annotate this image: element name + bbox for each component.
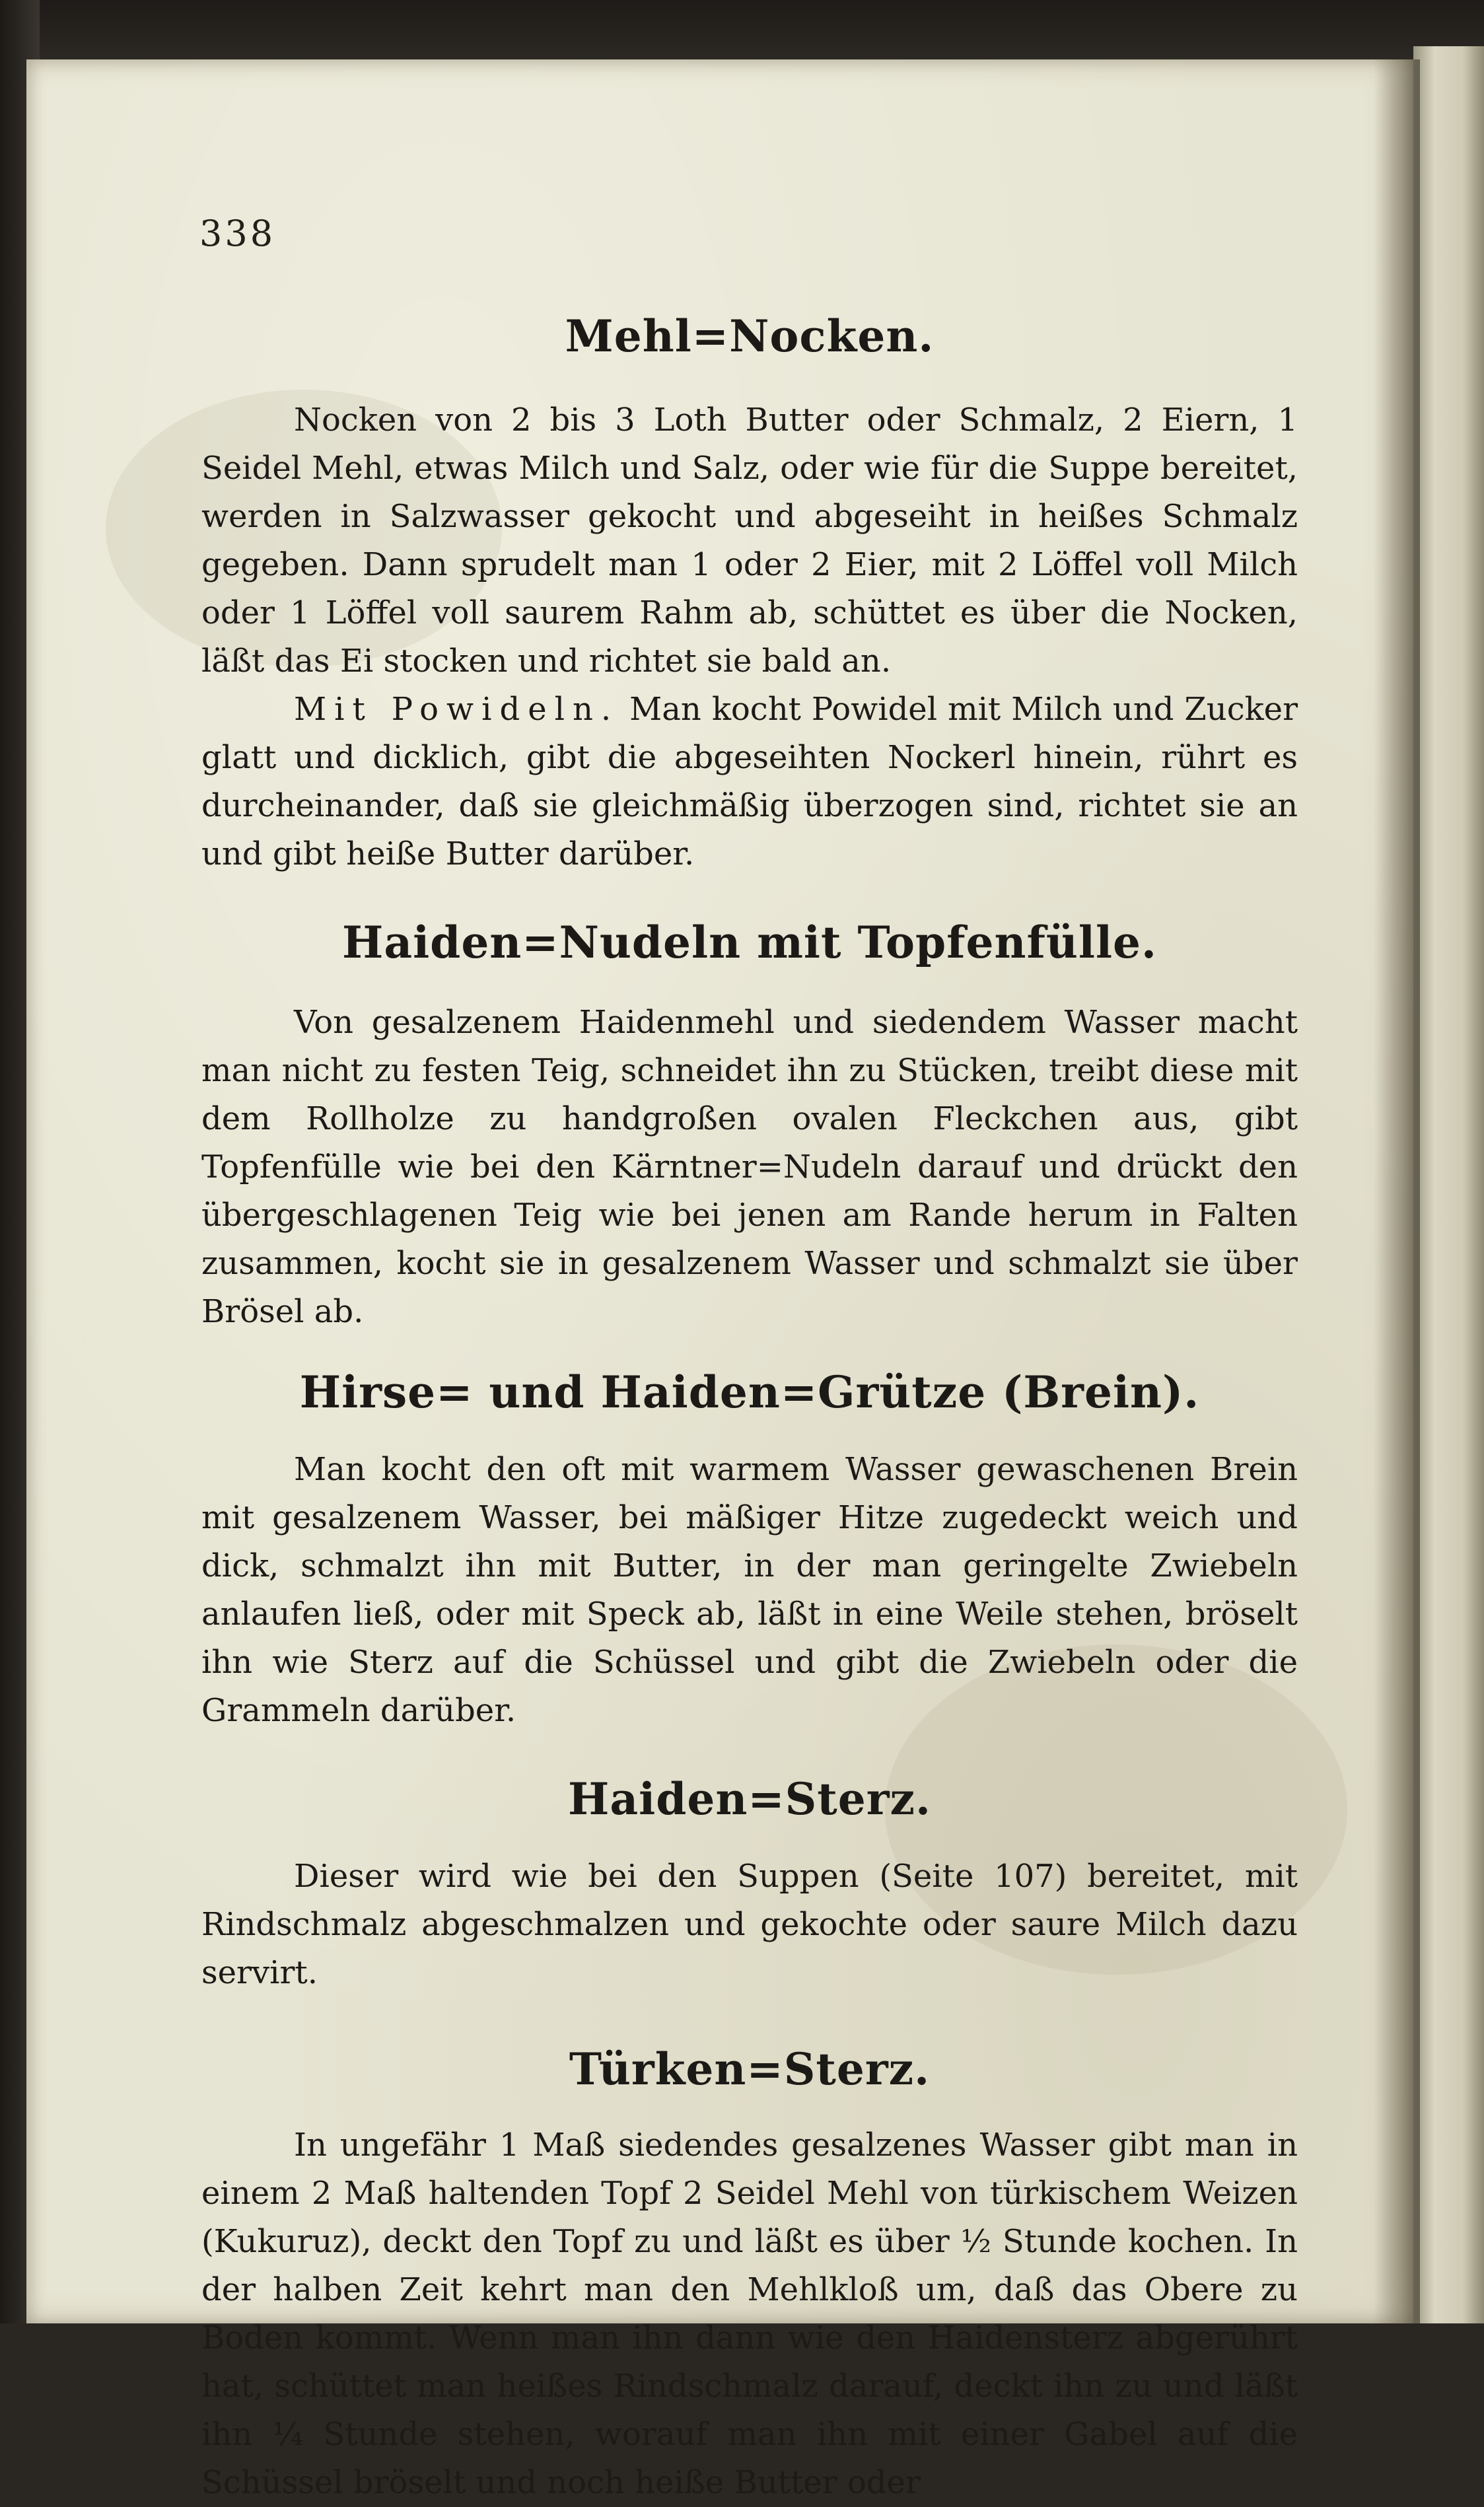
section-title: Haiden=Nudeln mit Topfenfülle.	[341, 917, 1158, 968]
section-paragraph: Dieser wird wie bei den Suppen (Seite 107) bereitet, mit Rindschmalz abgeschmalzen und gekochte oder saure Milch dazu servirt.	[201, 1858, 1298, 1991]
section-paragraph: Man kocht den oft mit warmem Wasser gewaschenen Brein mit gesalzenem Wasser, bei mäßiger Hitze zugedeckt weich und dick, schmalzt ihn mit Butter, in der man geringelte Zwiebeln anlaufen ließ, oder mit Speck ab, läßt in eine Weile stehen, bröselt ihn wie Sterz auf die Schüssel und gibt die Zwiebeln oder die Grammeln darüber.	[201, 1451, 1298, 1729]
recipe-section-hirse-gruetze	[201, 1366, 1298, 1735]
book-binding-shadow	[1374, 59, 1420, 2323]
section-paragraph: Von gesalzenem Haidenmehl und siedendem Wasser macht man nicht zu festen Teig, schneidet ihn zu Stücken, treibt diese mit dem Rollholze zu handgroßen ovalen Fleckchen aus, gibt Topfenfülle wie bei den Kärntner=Nudeln darauf und drückt den übergeschlagenen Teig wie bei jenen am Rande herum in Falten zusammen, kocht sie in gesalzenem Wasser und schmalzt sie über Brösel ab.	[201, 1004, 1298, 1330]
recipe-section-haiden-nudeln	[201, 917, 1298, 1336]
page-number: 338	[199, 213, 276, 254]
sub-recipe-label: Mit Powideln.	[294, 691, 619, 728]
section-paragraph: In ungefähr 1 Maß siedendes gesalzenes Wasser gibt man in einem 2 Maß haltenden Topf 2 Seidel Mehl von türkischem Weizen (Kukuruz), deckt den Topf zu und läßt es über ½ Stunde kochen. In der halben Zeit kehrt man den Mehlkloß um, daß das Obere zu Boden kommt. Wenn man ihn dann wie den Haidensterz abgerührt hat, schüttet man heißes Rindschmalz darauf, deckt ihn zu und läßt ihn ¼ Stunde stehen, worauf man ihn mit einer Gabel auf die Schüssel bröselt und noch heiße Butter oder	[201, 2127, 1298, 2501]
section-title: Mehl=Nocken.	[565, 310, 935, 362]
sub-recipe-text: Man kocht Powidel mit Milch und Zucker glatt und dicklich, gibt die abgeseihten Nockerl hinein, rührt es durcheinander, daß sie gleichmäßig überzogen sind, richtet sie an und gibt heiße Butter darüber.	[201, 691, 1298, 872]
section-title: Hirse= und Haiden=Grütze (Brein).	[299, 1366, 1200, 1418]
section-subparagraph	[201, 686, 1298, 878]
recipe-section-mehl-nocken	[201, 310, 1298, 878]
scan-background-top	[0, 0, 1484, 59]
next-page-edge	[1413, 46, 1484, 2323]
page-content	[201, 211, 1298, 2507]
section-paragraph: Nocken von 2 bis 3 Loth Butter oder Schmalz, 2 Eiern, 1 Seidel Mehl, etwas Milch und Salz, oder wie für die Suppe bereitet, werden in Salzwasser gekocht und abgeseiht in heißes Schmalz gegeben. Dann sprudelt man 1 oder 2 Eier, mit 2 Löffel voll Milch oder 1 Löffel voll saurem Rahm ab, schüttet es über die Nocken, läßt das Ei stocken und richtet sie bald an.	[201, 402, 1298, 680]
section-title: Türken=Sterz.	[569, 2043, 931, 2095]
section-title: Haiden=Sterz.	[568, 1773, 931, 1825]
recipe-section-haiden-sterz	[201, 1773, 1298, 1997]
recipe-section-tuerken-sterz	[201, 2043, 1298, 2507]
